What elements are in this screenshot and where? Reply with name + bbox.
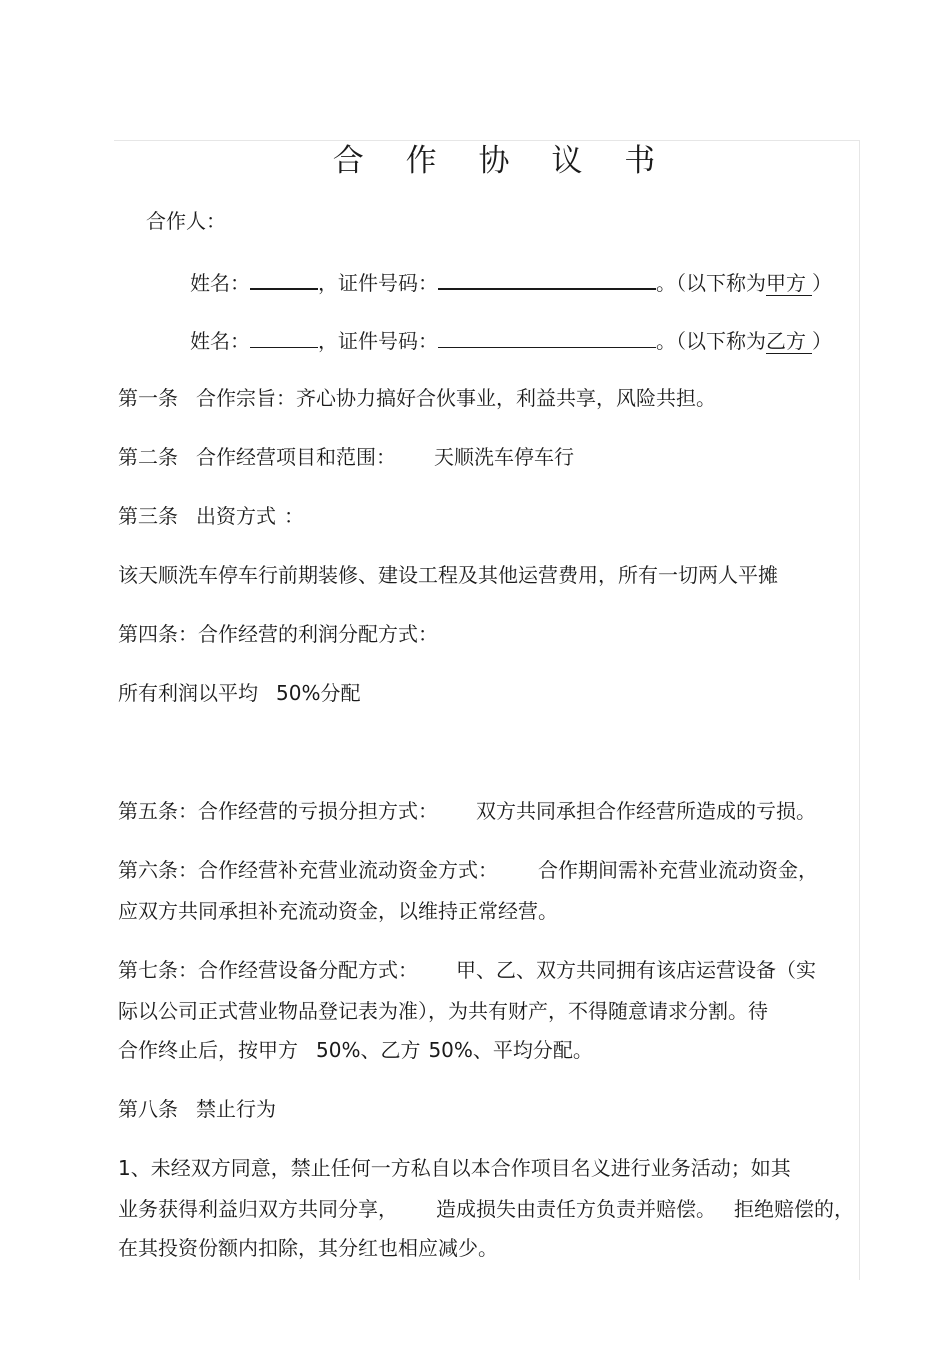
party-a-suffix: 。（以下称为	[656, 271, 766, 295]
article-6-line-1	[118, 858, 818, 882]
party-b-id-blank[interactable]	[438, 327, 656, 348]
partners-label: 合作人：	[146, 209, 226, 233]
article-5	[118, 799, 816, 823]
article-7-line-2: 际以公司正式营业物品登记表为准），为共有财产，不得随意请求分割。待	[118, 999, 768, 1023]
article-2	[118, 445, 574, 469]
document-title: 合 作 协 议 书	[332, 143, 672, 179]
party-a-name-blank[interactable]	[250, 268, 318, 290]
article-6-value: 合作期间需补充营业流动资金，	[538, 858, 818, 882]
party-b-line	[190, 327, 832, 353]
article-8-item-1-line-2	[118, 1197, 854, 1221]
article-7-label: 第七条：合作经营设备分配方式：	[118, 958, 418, 982]
article-1	[118, 386, 716, 410]
article-3-head: 第三条	[118, 504, 178, 528]
article-6-label: 第六条：合作经营补充营业流动资金方式：	[118, 858, 498, 882]
article-8-label: 禁止行为	[196, 1097, 276, 1121]
article-2-value: 天顺洗车停车行	[434, 445, 574, 469]
article-2-head: 第二条	[118, 445, 178, 469]
article-8-item-1-line-2-b: 造成损失由责任方负责并赔偿。	[436, 1197, 716, 1221]
article-4-body-b: 50%分配	[276, 681, 361, 705]
party-a-id-label: ，证件号码：	[318, 271, 438, 295]
article-1-body: 合作宗旨：齐心协力搞好合伙事业，利益共享，风险共担。	[196, 386, 716, 410]
article-8	[118, 1097, 276, 1121]
party-a-name-label: 姓名：	[190, 271, 250, 295]
party-a-id-blank[interactable]	[438, 268, 656, 290]
article-4-body-a: 所有利润以平均	[118, 681, 258, 705]
article-8-item-1-line-3: 在其投资份额内扣除，其分红也相应减少。	[118, 1236, 498, 1260]
article-5-value: 双方共同承担合作经营所造成的亏损。	[476, 799, 816, 823]
article-7-line-3-b: 50%、乙方	[316, 1038, 421, 1062]
article-3	[118, 504, 304, 528]
party-b-suffix: 。（以下称为	[656, 329, 766, 353]
article-8-item-1-line-1: 1、未经双方同意，禁止任何一方私自以本合作项目名义进行业务活动；如其	[118, 1156, 791, 1180]
party-b-name-blank[interactable]	[250, 327, 318, 348]
party-b-id-label: ，证件号码：	[318, 329, 438, 353]
party-a-close: ）	[812, 271, 832, 295]
article-3-body: 该天顺洗车停车行前期装修、建设工程及其他运营费用，所有一切两人平摊	[118, 563, 778, 587]
article-1-head: 第一条	[118, 386, 178, 410]
article-6-line-2: 应双方共同承担补充流动资金，以维持正常经营。	[118, 899, 558, 923]
article-7-line-1	[118, 958, 816, 982]
article-7-line-3-c: 50%、平均分配。	[428, 1038, 593, 1062]
article-3-colon: ：	[284, 504, 304, 528]
article-2-label: 合作经营项目和范围：	[196, 445, 396, 469]
party-a-line	[190, 268, 832, 295]
article-4-head: 第四条：合作经营的利润分配方式：	[118, 622, 438, 646]
article-8-item-1-line-2-a: 业务获得利益归双方共同分享，	[118, 1197, 398, 1221]
article-7-line-3-a: 合作终止后，按甲方	[118, 1038, 298, 1062]
article-5-label: 第五条：合作经营的亏损分担方式：	[118, 799, 438, 823]
article-4-body	[118, 681, 360, 705]
party-b-name-label: 姓名：	[190, 329, 250, 353]
article-3-label: 出资方式	[196, 504, 276, 528]
party-b-role: 乙方	[766, 329, 812, 354]
party-b-close: ）	[812, 329, 832, 353]
party-a-role: 甲方	[766, 271, 812, 296]
article-8-item-1-line-2-c: 拒绝赔偿的，	[734, 1197, 854, 1221]
article-7-line-3	[118, 1038, 593, 1062]
article-7-value: 甲、乙、双方共同拥有该店运营设备（实	[456, 958, 816, 982]
article-8-head: 第八条	[118, 1097, 178, 1121]
